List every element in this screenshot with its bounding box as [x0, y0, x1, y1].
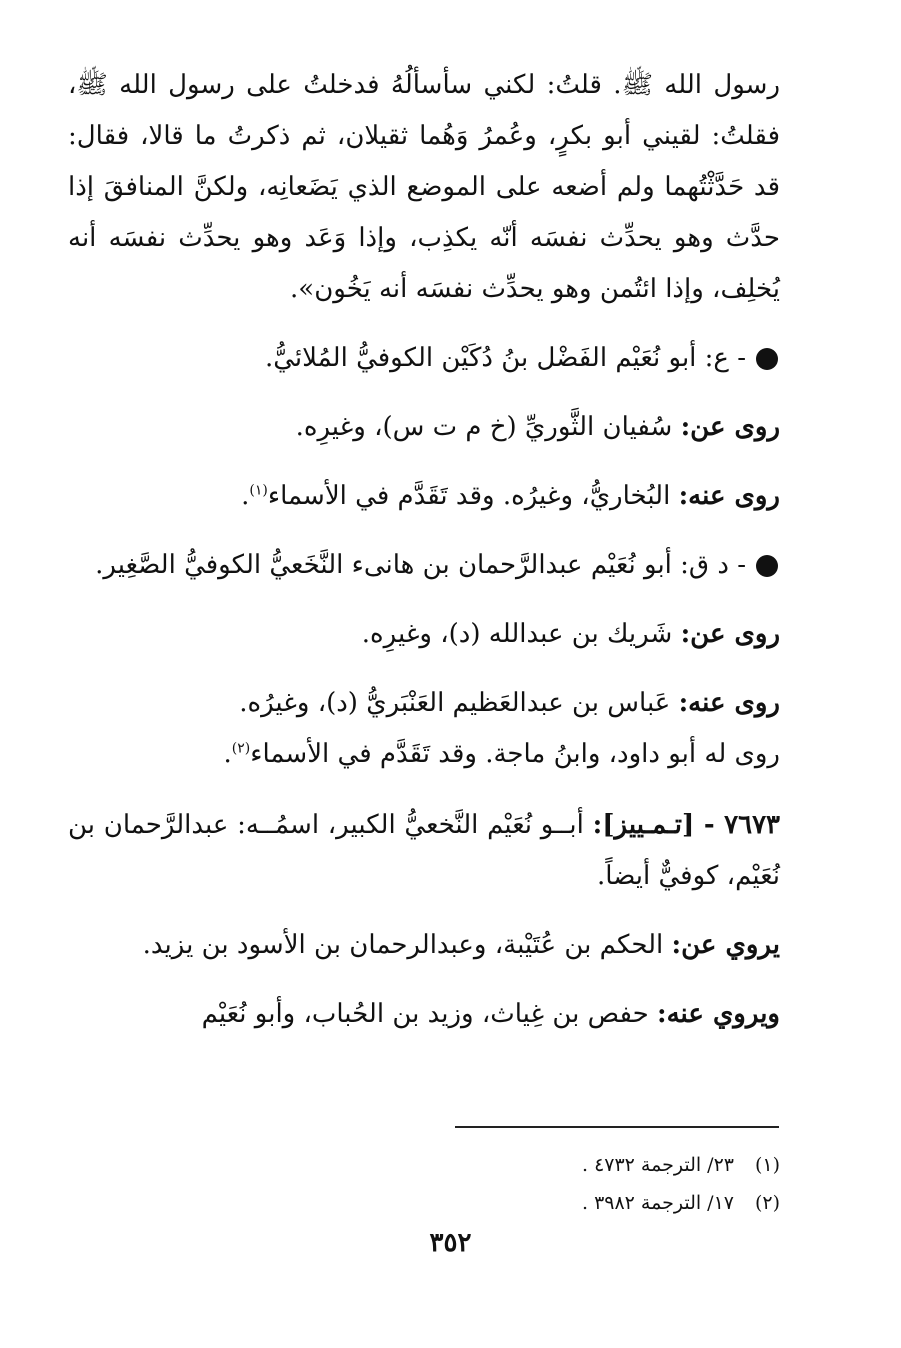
narrates-by-line: ويروي عنه: حفص بن غِياث، وزيد بن الحُباب، وأبو نُعَيْم	[201, 999, 780, 1029]
footnote-ref: (٢)	[231, 740, 251, 757]
entry-number-label: ٧٦٧٣ - [تـمـييز]:	[592, 810, 781, 840]
bullet-icon	[756, 555, 778, 577]
footnote-number: (١)	[754, 1154, 780, 1176]
hadith-paragraph: رسول الله ﷺ. قلتُ: لكني سأسألُهُ فدخلتُ على رسول الله ﷺ، فقلتُ: لقيني أبو بكرٍ، وعُمرُ وَهُما ثقيلان، ثم ذكرتُ ما قالا، فقال: قد حَدَّثْتُهما ولم أضعه على الموضع الذي يَضَعانِه، ولكنَّ المنافقَ إذا حدَّث وهو يحدِّث نفسَه أنّه يكذِب، وإذا وَعَد وهو يحدِّث نفسَه أنه يُخلِف، وإذا ائتُمن وهو يحدِّث نفسَه أنه يَخُون».	[68, 70, 780, 304]
narrated-from-label: روى عن:	[680, 412, 780, 442]
narrates-by-label: ويروي عنه:	[657, 999, 780, 1029]
footnote-divider	[455, 1126, 779, 1128]
footnote-text: ١٧/ الترجمة ٣٩٨٢ .	[581, 1192, 734, 1214]
footnotes	[300, 1146, 780, 1222]
narrated-from-line: روى عن: شَريك بن عبدالله (د)، وغيرِه.	[361, 619, 780, 649]
entry-7673: ٧٦٧٣ - [تـمـييز]: أبــو نُعَيْم النَّخعيُّ الكبير، اسمُــه: عبدالرَّحمان بن نُعَيْم، كوفيٌّ أيضاً.	[68, 810, 781, 891]
narrates-from-label: يروي عن:	[671, 930, 780, 960]
footnote-ref: (١)	[249, 482, 268, 499]
footnote-text: ٢٣/ الترجمة ٤٧٣٢ .	[581, 1154, 734, 1176]
entry-heading: - د ق: أبو نُعَيْم عبدالرَّحمان بن هانىء النَّخَعيُّ الكوفيُّ الصَّغِير.	[68, 540, 780, 591]
footnote-item	[300, 1184, 780, 1222]
narrated-from-line: روى عن: سُفيان الثَّوريِّ (خ م ت س)، وغيرِه.	[295, 412, 780, 442]
narrated-by-line: روى عنه: عَباس بن عبدالعَظيم العَنْبَريُّ (د)، وغيرُه.	[239, 688, 780, 718]
narrated-by-line: روى عنه: البُخاريُّ، وغيرُه. وقد تَقَدَّم في الأسماء$^{(١)}$.	[241, 481, 780, 511]
narrates-from-line: يروي عن: الحكم بن عُتَيْبة، وعبدالرحمان بن الأسود بن يزيد.	[142, 930, 780, 960]
narrated-by-label: روى عنه:	[678, 688, 780, 718]
footnote-item	[300, 1146, 780, 1184]
main-text	[68, 60, 780, 1040]
narrated-from-label: روى عن:	[680, 619, 780, 649]
page-number: ٣٥٢	[429, 1228, 472, 1258]
entry-heading: - ع: أبو نُعَيْم الفَضْل بنُ دُكَيْن الكوفيُّ المُلائيُّ.	[68, 333, 780, 384]
footnote-number: (٢)	[754, 1192, 780, 1214]
narrated-by-label: روى عنه:	[678, 481, 780, 511]
bullet-icon	[756, 348, 778, 370]
narration-note: روى له أبو داود، وابنُ ماجة. وقد تَقَدَّم في الأسماء$^{(٢)}$.	[223, 739, 780, 769]
